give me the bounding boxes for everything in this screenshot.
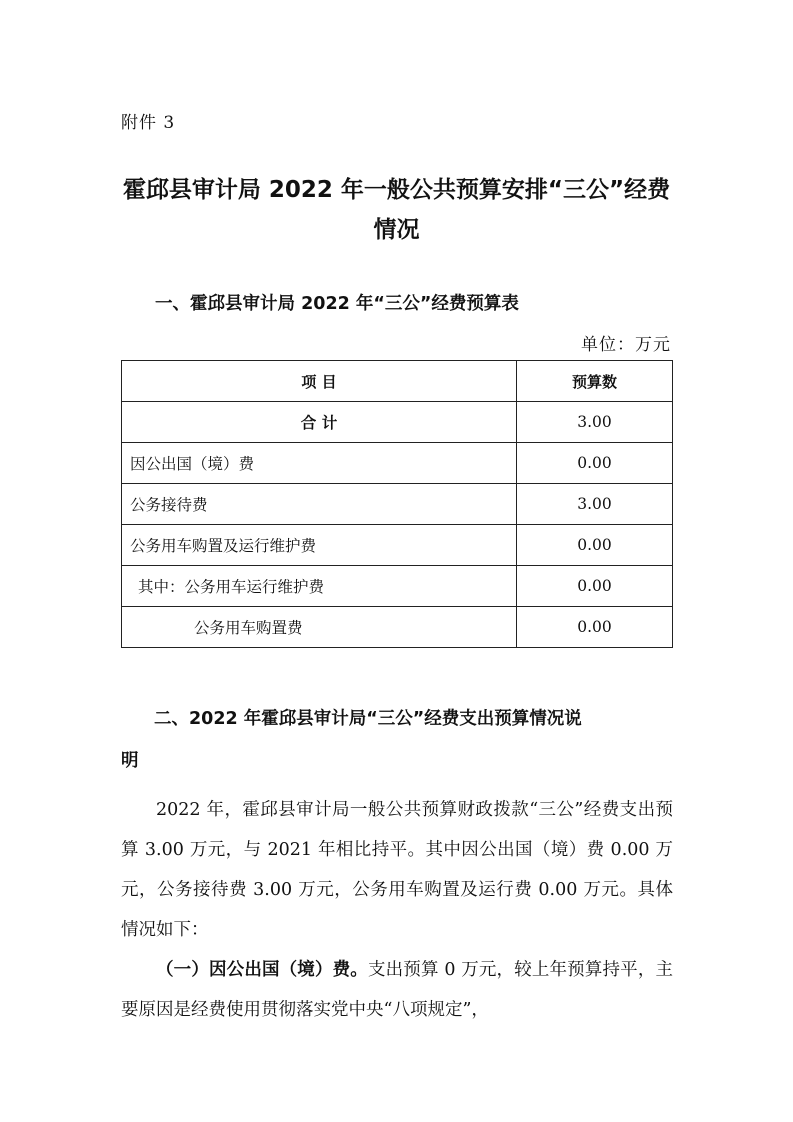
attachment-label: 附件 3: [121, 113, 176, 133]
paragraph-travel-lead: （一）因公出国（境）费。: [156, 960, 368, 980]
section1-heading: 一、霍邱县审计局 2022 年“三公”经费预算表: [155, 294, 519, 314]
table-row: [122, 402, 673, 443]
document-title: [100, 170, 693, 250]
table-header-row: [122, 361, 673, 402]
section2-heading-line-2: 明: [121, 751, 139, 771]
paragraph-travel: [121, 950, 673, 1030]
table-row: [122, 607, 673, 648]
title-line-1: 霍邱县审计局 2022 年一般公共预算安排“三公”经费: [122, 177, 671, 203]
section2-heading-line-1: 二、2022 年霍邱县审计局“三公”经费支出预算情况说: [154, 709, 582, 729]
row-item: 公务用车购置费: [122, 607, 517, 648]
table-row: [122, 484, 673, 525]
row-item: 因公出国（境）费: [122, 443, 517, 484]
row-value: 0.00: [517, 607, 673, 648]
row-item: 其中：公务用车运行维护费: [122, 566, 517, 607]
table-row: [122, 566, 673, 607]
row-item: 公务用车购置及运行维护费: [122, 525, 517, 566]
budget-table: [121, 360, 673, 648]
unit-label: 单位：万元: [581, 335, 671, 355]
row-item: 公务接待费: [122, 484, 517, 525]
table-row: [122, 525, 673, 566]
row-value: 0.00: [517, 566, 673, 607]
row-item: 合 计: [122, 402, 517, 443]
header-budget: 预算数: [517, 361, 673, 402]
row-value: 3.00: [517, 402, 673, 443]
header-item: 项 目: [122, 361, 517, 402]
row-value: 0.00: [517, 443, 673, 484]
section2-heading: [121, 698, 673, 782]
row-value: 0.00: [517, 525, 673, 566]
title-line-2: 情况: [373, 217, 420, 243]
row-value: 3.00: [517, 484, 673, 525]
table-row: [122, 443, 673, 484]
paragraph-summary: 2022 年，霍邱县审计局一般公共预算财政拨款“三公”经费支出预算 3.00 万元，与 2021 年相比持平。其中因公出国（境）费 0.00 万元，公务接待费 3.00 万元，公务用车购置及运行费 0.00 万元。具体情况如下：: [121, 800, 673, 940]
paragraph-travel-text: 支出预算 0 万元，较上年预算持平，主要原因是经费使用贯彻落实党中央“八项规定”，: [121, 960, 674, 1020]
